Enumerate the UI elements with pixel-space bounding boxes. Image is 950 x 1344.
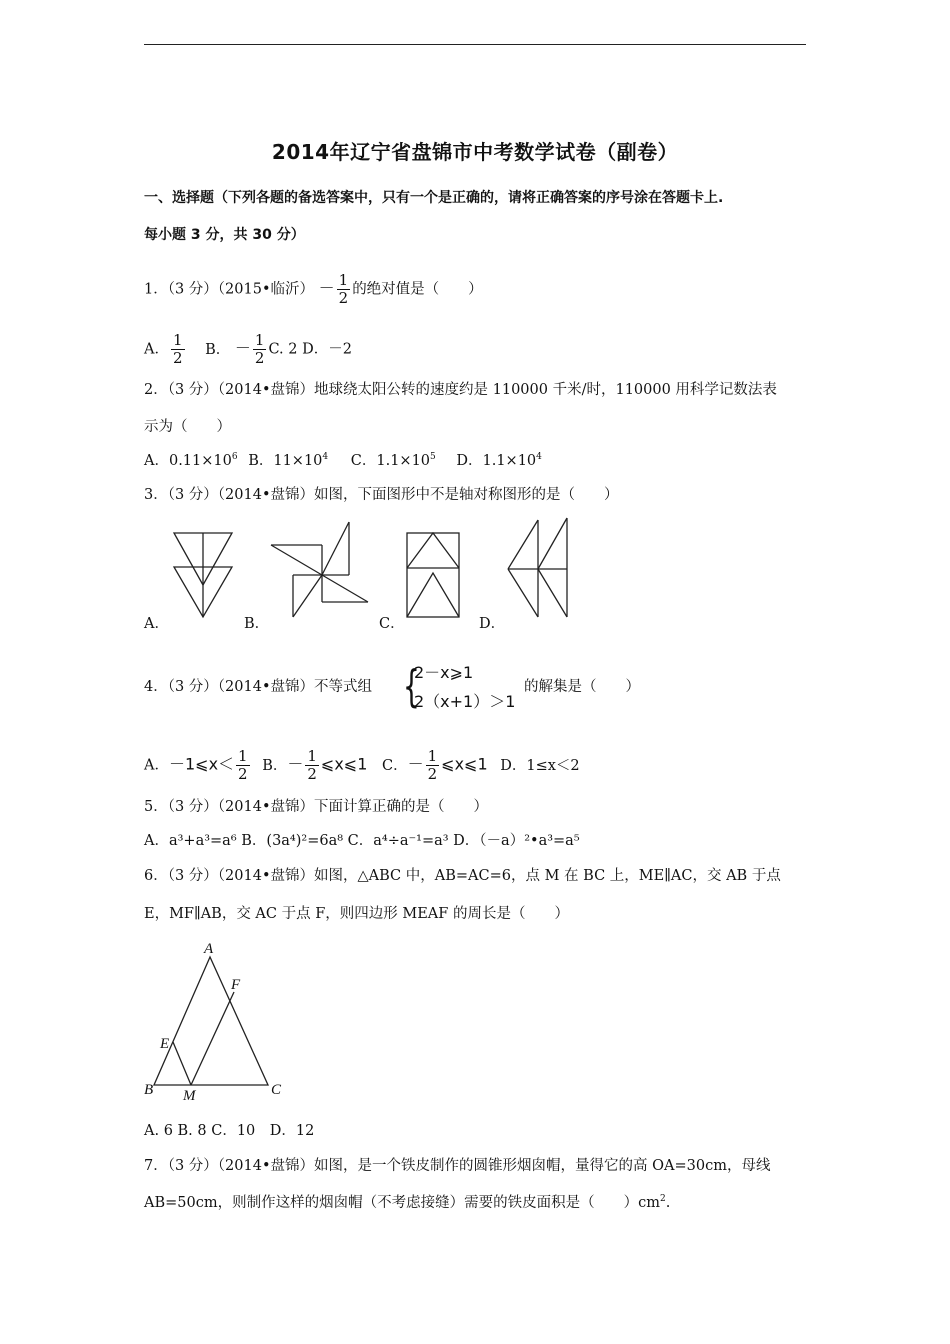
q4-inequality-1: 2－x⩾1 xyxy=(414,663,474,682)
q5-stem: 5．（3 分）（2014•盘锦）下面计算正确的是（ ） xyxy=(144,799,489,815)
q4-brace: { xyxy=(403,661,420,712)
q4-suffix: 的解集是（ ） xyxy=(524,679,640,695)
q2-option-a: A．0.11×10 xyxy=(144,453,232,469)
q3-stem: 3．（3 分）（2014•盘锦）如图，下面图形中不是轴对称图形的是（ ） xyxy=(144,487,619,503)
q3-label-d: D． xyxy=(479,616,506,632)
q1-option-b-num: 1 xyxy=(254,331,265,349)
q2-line1: 2．（3 分）（2014•盘锦）地球绕太阳公转的速度约是 110000 千米/时，110000 用科学记数法表 xyxy=(144,382,777,398)
q7-line1: 7．（3 分）（2014•盘锦）如图，是一个铁皮制作的圆锥形烟囱帽，量得它的高 OA=30cm，母线 xyxy=(144,1158,771,1174)
q4-option-c: C． xyxy=(382,757,408,774)
q3-label-c: C． xyxy=(379,616,405,632)
section-heading-line2: 每小题 3 分，共 30 分） xyxy=(144,227,305,243)
q1-prefix: 1．（3 分）（2015•临沂） xyxy=(144,281,315,298)
q4-option-a-den: 2 xyxy=(238,765,248,783)
q2-option-c: C．1.1×10 xyxy=(350,453,431,469)
q6-options: A. 6 B. 8 C．10 D．12 xyxy=(144,1123,315,1139)
q6-label-c: C xyxy=(271,1082,282,1098)
q4-option-a-num: 1 xyxy=(238,747,248,765)
page-title: 2014年辽宁省盘锦市中考数学试卷（副卷） xyxy=(271,140,679,164)
q4-option-c-num: 1 xyxy=(427,747,438,765)
q4-option-a: A． xyxy=(144,757,169,774)
q3-label-b: B． xyxy=(244,616,270,632)
q2-option-d: D．1.1×10 xyxy=(456,453,537,469)
q4-option-c-neg: － xyxy=(407,754,424,774)
q1-suffix: 的绝对值是（ ） xyxy=(352,281,483,298)
q3-figure-a xyxy=(174,533,232,617)
q6-label-a: A xyxy=(204,941,214,957)
q4-option-c-den: 2 xyxy=(427,765,438,783)
q1-option-a-den: 2 xyxy=(172,349,183,367)
q6-label-f: F xyxy=(231,977,241,993)
q6-triangle-figure xyxy=(154,957,268,1085)
q3-figure-c xyxy=(407,533,459,617)
q4-option-c-fraction xyxy=(426,748,440,783)
q1-option-a-num: 1 xyxy=(172,331,183,349)
q6-label-m: M xyxy=(183,1088,196,1104)
q4-option-b-num: 1 xyxy=(307,747,317,765)
q4-inequality-2: 2（x+1）＞1 xyxy=(414,692,516,711)
q3-figure-d xyxy=(508,518,567,617)
q2-option-c-exp: 5 xyxy=(430,452,436,462)
q4-option-a-fraction xyxy=(236,748,250,783)
q7-line2-text: AB=50cm，则制作这样的烟囱帽（不考虑接缝）需要的铁皮面积是（ ）cm xyxy=(144,1195,660,1211)
q5-options: A．a³+a³=a⁶ B．(3a⁴)²=6a⁸ C．a⁴÷a⁻¹=a³ D．（－a）²•a³=a⁵ xyxy=(144,833,580,849)
q4-options xyxy=(144,748,580,783)
q2-line2: 示为（ ） xyxy=(144,419,231,435)
q2-option-d-exp: 4 xyxy=(536,452,542,462)
q6-label-b: B xyxy=(144,1082,154,1098)
q4-option-a-math: －1⩽x＜ xyxy=(168,754,235,774)
q2-option-b: B．11×10 xyxy=(248,453,323,469)
q4-option-b: B． xyxy=(262,757,288,774)
q1-den: 2 xyxy=(338,289,349,307)
q2-option-b-exp: 4 xyxy=(322,452,329,462)
q4-prefix: 4．（3 分）（2014•盘锦）不等式组 xyxy=(144,679,373,695)
q3-label-a: A． xyxy=(144,616,169,632)
q7-line2-exp: 2 xyxy=(659,1194,666,1204)
q1-option-b-neg: － xyxy=(234,338,251,358)
q6-label-e: E xyxy=(160,1036,170,1052)
q1-num: 1 xyxy=(338,271,349,289)
q4-option-b-fraction xyxy=(305,748,319,783)
q1-neg: － xyxy=(318,278,335,298)
q1-option-b: B． xyxy=(205,341,231,358)
q4-option-d: D．1≤x＜2 xyxy=(500,757,580,774)
q1-option-cd: C. 2 D．－2 xyxy=(268,341,352,358)
q1-option-b-den: 2 xyxy=(254,349,265,367)
q1-option-a: A． xyxy=(144,341,169,358)
q4-option-b-den: 2 xyxy=(307,765,317,783)
q6-line1: 6．（3 分）（2014•盘锦）如图，△ABC 中，AB=AC=6，点 M 在 BC 上，ME∥AC，交 AB 于点 xyxy=(144,868,781,884)
q7-line2-end: . xyxy=(665,1195,671,1211)
q2-option-a-exp: 6 xyxy=(231,452,238,462)
q4-option-b-math: ⩽x⩽1 xyxy=(320,754,368,774)
q6-line2: E，MF∥AB，交 AC 于点 F，则四边形 MEAF 的周长是（ ） xyxy=(144,906,569,922)
q3-figure-b xyxy=(271,522,368,617)
q4-option-b-neg: － xyxy=(287,754,304,774)
q7-line2 xyxy=(144,1193,670,1213)
q4-option-c-math: ⩽x⩽1 xyxy=(441,754,488,774)
section-heading-line1: 一、选择题（下列各题的备选答案中，只有一个是正确的，请将正确答案的序号涂在答题卡上. xyxy=(144,190,724,206)
